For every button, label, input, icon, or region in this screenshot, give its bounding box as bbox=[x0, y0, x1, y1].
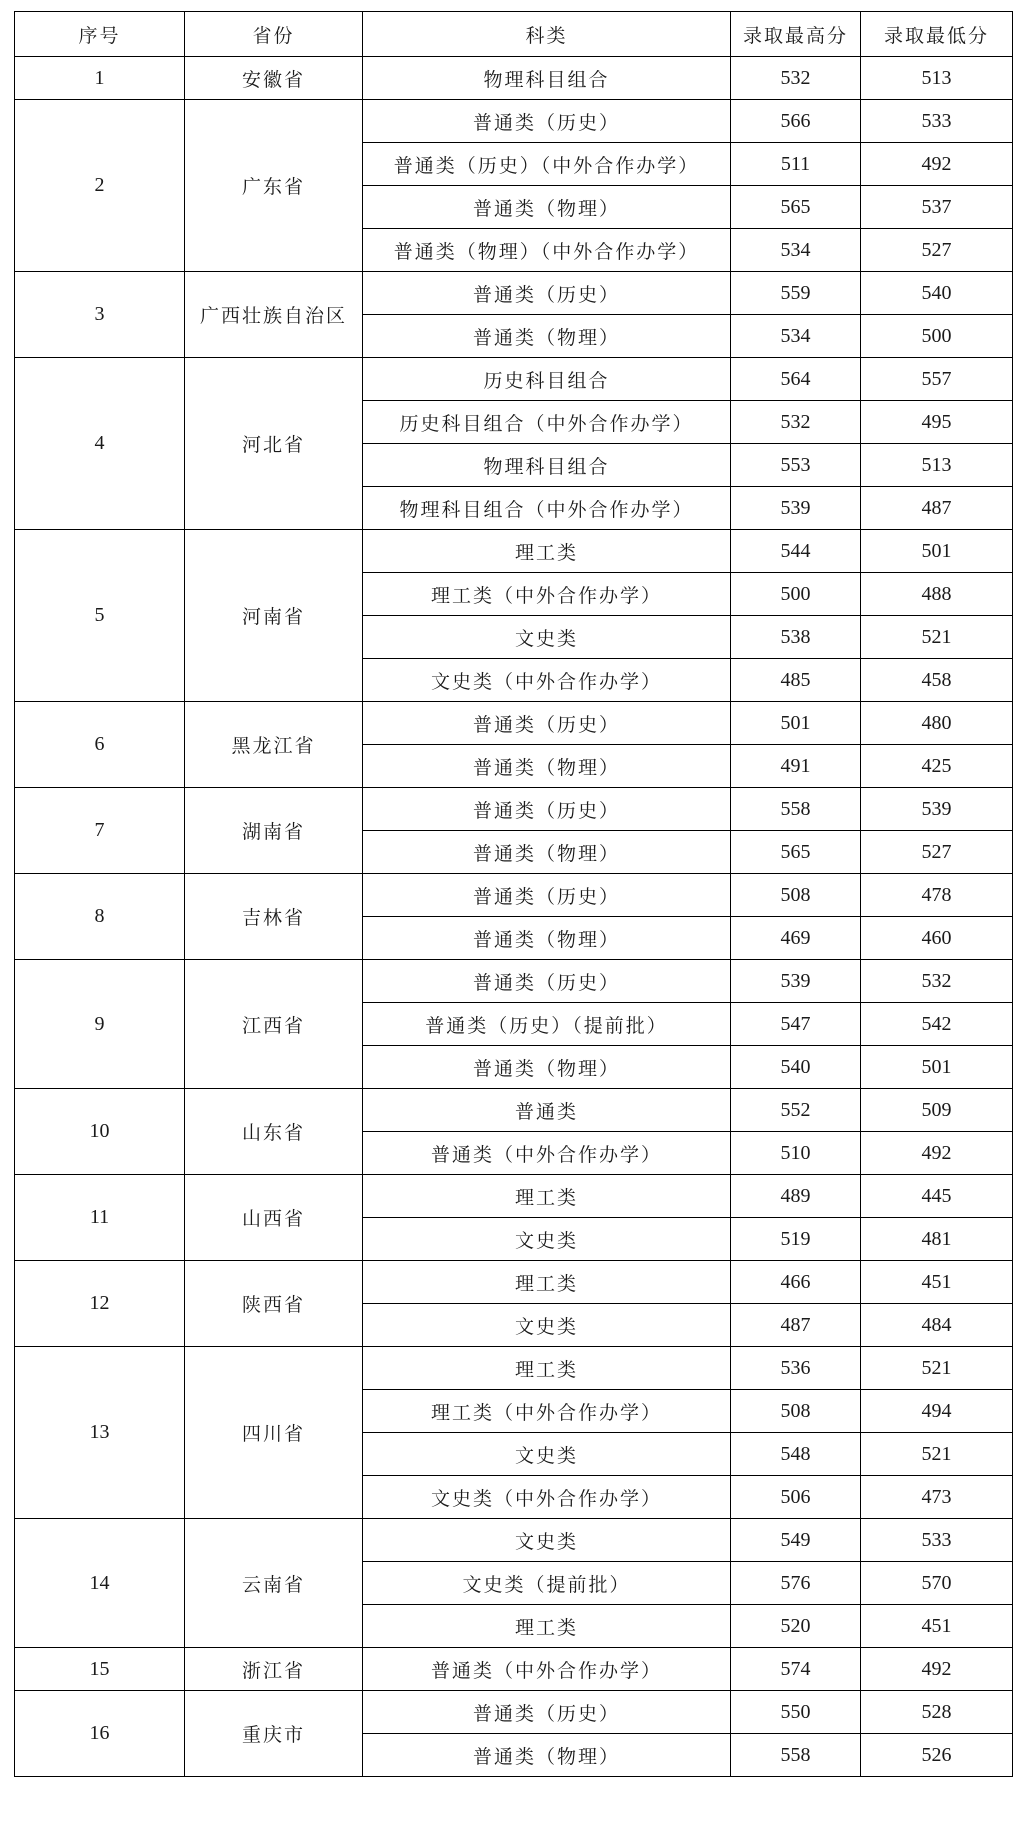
category-cell: 普通类（中外合作办学） bbox=[363, 1648, 731, 1691]
max-score-cell: 506 bbox=[731, 1476, 861, 1519]
min-score-cell: 451 bbox=[861, 1605, 1013, 1648]
category-cell: 普通类（历史） bbox=[363, 874, 731, 917]
header-category: 科类 bbox=[363, 12, 731, 57]
min-score-cell: 521 bbox=[861, 1347, 1013, 1390]
max-score-cell: 538 bbox=[731, 616, 861, 659]
category-cell: 普通类（物理） bbox=[363, 745, 731, 788]
min-score-cell: 480 bbox=[861, 702, 1013, 745]
min-score-cell: 509 bbox=[861, 1089, 1013, 1132]
max-score-cell: 520 bbox=[731, 1605, 861, 1648]
table-row bbox=[15, 530, 1013, 573]
category-cell: 文史类 bbox=[363, 1218, 731, 1261]
max-score-cell: 511 bbox=[731, 143, 861, 186]
score-table-container bbox=[14, 11, 1012, 1777]
max-score-cell: 501 bbox=[731, 702, 861, 745]
category-cell: 物理科目组合 bbox=[363, 57, 731, 100]
category-cell: 理工类 bbox=[363, 1261, 731, 1304]
min-score-cell: 451 bbox=[861, 1261, 1013, 1304]
min-score-cell: 425 bbox=[861, 745, 1013, 788]
header-row bbox=[15, 12, 1013, 57]
header-max-score: 录取最高分 bbox=[731, 12, 861, 57]
category-cell: 理工类（中外合作办学） bbox=[363, 573, 731, 616]
category-cell: 普通类（历史） bbox=[363, 702, 731, 745]
max-score-cell: 519 bbox=[731, 1218, 861, 1261]
header-province: 省份 bbox=[185, 12, 363, 57]
province-cell: 吉林省 bbox=[185, 874, 363, 960]
category-cell: 普通类（物理） bbox=[363, 186, 731, 229]
admission-score-table bbox=[14, 11, 1013, 1777]
serial-number-cell: 2 bbox=[15, 100, 185, 272]
province-cell: 广东省 bbox=[185, 100, 363, 272]
province-cell: 浙江省 bbox=[185, 1648, 363, 1691]
min-score-cell: 445 bbox=[861, 1175, 1013, 1218]
max-score-cell: 485 bbox=[731, 659, 861, 702]
min-score-cell: 495 bbox=[861, 401, 1013, 444]
category-cell: 文史类 bbox=[363, 1433, 731, 1476]
category-cell: 普通类 bbox=[363, 1089, 731, 1132]
max-score-cell: 576 bbox=[731, 1562, 861, 1605]
serial-number-cell: 9 bbox=[15, 960, 185, 1089]
max-score-cell: 553 bbox=[731, 444, 861, 487]
min-score-cell: 521 bbox=[861, 616, 1013, 659]
category-cell: 物理科目组合 bbox=[363, 444, 731, 487]
min-score-cell: 533 bbox=[861, 100, 1013, 143]
max-score-cell: 508 bbox=[731, 1390, 861, 1433]
serial-number-cell: 8 bbox=[15, 874, 185, 960]
category-cell: 理工类（中外合作办学） bbox=[363, 1390, 731, 1433]
max-score-cell: 544 bbox=[731, 530, 861, 573]
category-cell: 理工类 bbox=[363, 1175, 731, 1218]
province-cell: 山西省 bbox=[185, 1175, 363, 1261]
min-score-cell: 570 bbox=[861, 1562, 1013, 1605]
serial-number-cell: 16 bbox=[15, 1691, 185, 1777]
max-score-cell: 552 bbox=[731, 1089, 861, 1132]
category-cell: 普通类（物理） bbox=[363, 831, 731, 874]
min-score-cell: 557 bbox=[861, 358, 1013, 401]
min-score-cell: 513 bbox=[861, 57, 1013, 100]
min-score-cell: 542 bbox=[861, 1003, 1013, 1046]
serial-number-cell: 1 bbox=[15, 57, 185, 100]
category-cell: 文史类（提前批） bbox=[363, 1562, 731, 1605]
table-row bbox=[15, 1089, 1013, 1132]
province-cell: 河北省 bbox=[185, 358, 363, 530]
table-row bbox=[15, 57, 1013, 100]
province-cell: 河南省 bbox=[185, 530, 363, 702]
min-score-cell: 494 bbox=[861, 1390, 1013, 1433]
max-score-cell: 532 bbox=[731, 401, 861, 444]
category-cell: 普通类（物理） bbox=[363, 917, 731, 960]
min-score-cell: 488 bbox=[861, 573, 1013, 616]
min-score-cell: 458 bbox=[861, 659, 1013, 702]
serial-number-cell: 3 bbox=[15, 272, 185, 358]
min-score-cell: 487 bbox=[861, 487, 1013, 530]
table-row bbox=[15, 100, 1013, 143]
category-cell: 普通类（历史）（提前批） bbox=[363, 1003, 731, 1046]
table-row bbox=[15, 874, 1013, 917]
max-score-cell: 532 bbox=[731, 57, 861, 100]
category-cell: 文史类 bbox=[363, 1304, 731, 1347]
max-score-cell: 508 bbox=[731, 874, 861, 917]
min-score-cell: 460 bbox=[861, 917, 1013, 960]
province-cell: 云南省 bbox=[185, 1519, 363, 1648]
min-score-cell: 532 bbox=[861, 960, 1013, 1003]
serial-number-cell: 5 bbox=[15, 530, 185, 702]
max-score-cell: 558 bbox=[731, 788, 861, 831]
max-score-cell: 536 bbox=[731, 1347, 861, 1390]
category-cell: 理工类 bbox=[363, 1347, 731, 1390]
min-score-cell: 500 bbox=[861, 315, 1013, 358]
max-score-cell: 534 bbox=[731, 315, 861, 358]
max-score-cell: 564 bbox=[731, 358, 861, 401]
table-row bbox=[15, 1691, 1013, 1734]
province-cell: 黑龙江省 bbox=[185, 702, 363, 788]
category-cell: 普通类（物理） bbox=[363, 315, 731, 358]
min-score-cell: 481 bbox=[861, 1218, 1013, 1261]
serial-number-cell: 7 bbox=[15, 788, 185, 874]
category-cell: 普通类（历史） bbox=[363, 1691, 731, 1734]
max-score-cell: 489 bbox=[731, 1175, 861, 1218]
category-cell: 历史科目组合 bbox=[363, 358, 731, 401]
category-cell: 普通类（物理） bbox=[363, 1046, 731, 1089]
table-row bbox=[15, 1175, 1013, 1218]
min-score-cell: 473 bbox=[861, 1476, 1013, 1519]
min-score-cell: 528 bbox=[861, 1691, 1013, 1734]
max-score-cell: 539 bbox=[731, 960, 861, 1003]
max-score-cell: 491 bbox=[731, 745, 861, 788]
max-score-cell: 574 bbox=[731, 1648, 861, 1691]
min-score-cell: 537 bbox=[861, 186, 1013, 229]
table-row bbox=[15, 702, 1013, 745]
max-score-cell: 549 bbox=[731, 1519, 861, 1562]
serial-number-cell: 11 bbox=[15, 1175, 185, 1261]
min-score-cell: 478 bbox=[861, 874, 1013, 917]
category-cell: 文史类 bbox=[363, 616, 731, 659]
max-score-cell: 565 bbox=[731, 831, 861, 874]
min-score-cell: 492 bbox=[861, 143, 1013, 186]
province-cell: 江西省 bbox=[185, 960, 363, 1089]
min-score-cell: 521 bbox=[861, 1433, 1013, 1476]
max-score-cell: 558 bbox=[731, 1734, 861, 1777]
serial-number-cell: 4 bbox=[15, 358, 185, 530]
category-cell: 普通类（历史）（中外合作办学） bbox=[363, 143, 731, 186]
table-row bbox=[15, 960, 1013, 1003]
min-score-cell: 501 bbox=[861, 530, 1013, 573]
category-cell: 普通类（物理）（中外合作办学） bbox=[363, 229, 731, 272]
max-score-cell: 466 bbox=[731, 1261, 861, 1304]
province-cell: 山东省 bbox=[185, 1089, 363, 1175]
min-score-cell: 492 bbox=[861, 1648, 1013, 1691]
header-serial: 序号 bbox=[15, 12, 185, 57]
table-row bbox=[15, 358, 1013, 401]
min-score-cell: 533 bbox=[861, 1519, 1013, 1562]
category-cell: 普通类（历史） bbox=[363, 788, 731, 831]
table-row bbox=[15, 1347, 1013, 1390]
serial-number-cell: 15 bbox=[15, 1648, 185, 1691]
max-score-cell: 534 bbox=[731, 229, 861, 272]
max-score-cell: 487 bbox=[731, 1304, 861, 1347]
category-cell: 普通类（历史） bbox=[363, 960, 731, 1003]
table-row bbox=[15, 1261, 1013, 1304]
min-score-cell: 484 bbox=[861, 1304, 1013, 1347]
min-score-cell: 539 bbox=[861, 788, 1013, 831]
serial-number-cell: 6 bbox=[15, 702, 185, 788]
max-score-cell: 550 bbox=[731, 1691, 861, 1734]
province-cell: 安徽省 bbox=[185, 57, 363, 100]
min-score-cell: 492 bbox=[861, 1132, 1013, 1175]
table-row bbox=[15, 1519, 1013, 1562]
table-row bbox=[15, 1648, 1013, 1691]
max-score-cell: 540 bbox=[731, 1046, 861, 1089]
category-cell: 理工类 bbox=[363, 530, 731, 573]
header-min-score: 录取最低分 bbox=[861, 12, 1013, 57]
category-cell: 历史科目组合（中外合作办学） bbox=[363, 401, 731, 444]
max-score-cell: 469 bbox=[731, 917, 861, 960]
category-cell: 普通类（物理） bbox=[363, 1734, 731, 1777]
min-score-cell: 540 bbox=[861, 272, 1013, 315]
table-row bbox=[15, 788, 1013, 831]
category-cell: 文史类（中外合作办学） bbox=[363, 1476, 731, 1519]
max-score-cell: 566 bbox=[731, 100, 861, 143]
min-score-cell: 513 bbox=[861, 444, 1013, 487]
category-cell: 普通类（中外合作办学） bbox=[363, 1132, 731, 1175]
serial-number-cell: 14 bbox=[15, 1519, 185, 1648]
province-cell: 四川省 bbox=[185, 1347, 363, 1519]
category-cell: 普通类（历史） bbox=[363, 100, 731, 143]
max-score-cell: 500 bbox=[731, 573, 861, 616]
min-score-cell: 526 bbox=[861, 1734, 1013, 1777]
max-score-cell: 565 bbox=[731, 186, 861, 229]
province-cell: 陕西省 bbox=[185, 1261, 363, 1347]
max-score-cell: 548 bbox=[731, 1433, 861, 1476]
serial-number-cell: 12 bbox=[15, 1261, 185, 1347]
max-score-cell: 547 bbox=[731, 1003, 861, 1046]
max-score-cell: 539 bbox=[731, 487, 861, 530]
min-score-cell: 501 bbox=[861, 1046, 1013, 1089]
min-score-cell: 527 bbox=[861, 229, 1013, 272]
province-cell: 湖南省 bbox=[185, 788, 363, 874]
category-cell: 物理科目组合（中外合作办学） bbox=[363, 487, 731, 530]
table-body bbox=[15, 57, 1013, 1777]
category-cell: 普通类（历史） bbox=[363, 272, 731, 315]
province-cell: 广西壮族自治区 bbox=[185, 272, 363, 358]
max-score-cell: 559 bbox=[731, 272, 861, 315]
province-cell: 重庆市 bbox=[185, 1691, 363, 1777]
serial-number-cell: 13 bbox=[15, 1347, 185, 1519]
table-row bbox=[15, 272, 1013, 315]
min-score-cell: 527 bbox=[861, 831, 1013, 874]
category-cell: 文史类（中外合作办学） bbox=[363, 659, 731, 702]
category-cell: 文史类 bbox=[363, 1519, 731, 1562]
max-score-cell: 510 bbox=[731, 1132, 861, 1175]
category-cell: 理工类 bbox=[363, 1605, 731, 1648]
serial-number-cell: 10 bbox=[15, 1089, 185, 1175]
